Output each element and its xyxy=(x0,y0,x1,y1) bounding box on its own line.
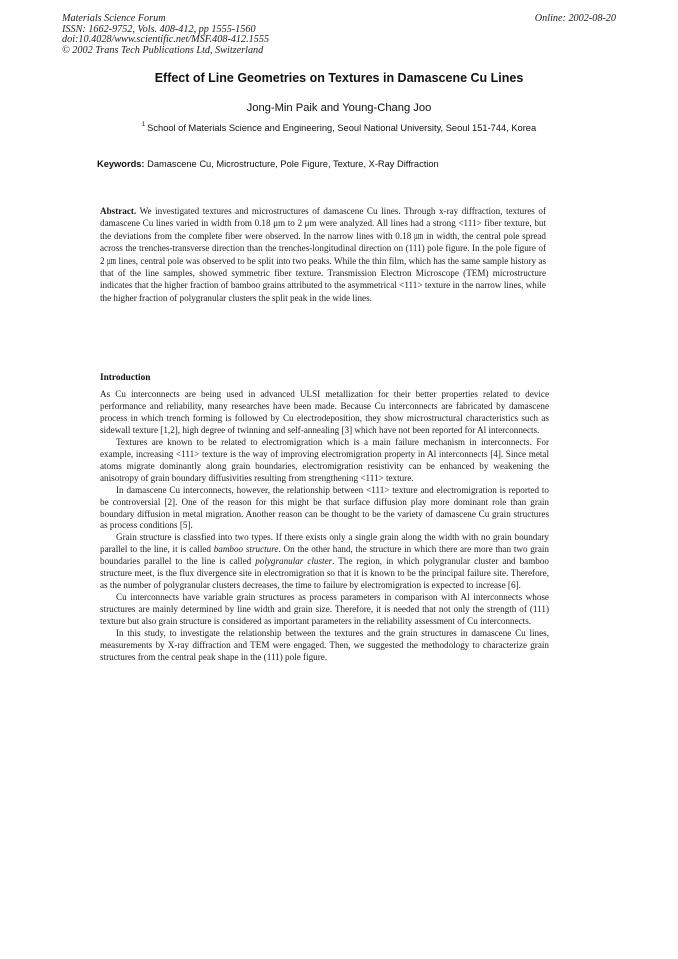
abstract-text: We investigated textures and microstructures of damascene Cu lines. Through x-ray diffraction, textures of damascene Cu lines varied in width from 0.18 μm to 2 μm were analyzed. All lines had a strong <111> fiber texture, but the deviations from the complete fiber were observed. In the narrow lines with 0.18 ㎛ in width, the central pole spread across the trenches-transverse direction than the trenches-longitudinal direction on (111) pole figure. In the pole figure of 2 ㎛ lines, central pole was observed to be split into two peaks. While the thin film, which has the same sample history as that of the line samples, showed symmetric fiber texture. Transmission Electron Microscope (TEM) microstructure indicates that the higher fraction of bamboo grains attributed to the asymmetrical <111> texture in the narrow lines, while the higher fraction of polygranular clusters the split peak in the wide lines. xyxy=(100,206,546,303)
keywords-label: Keywords: xyxy=(97,159,145,169)
intro-paragraph-6: In this study, to investigate the relationship between the textures and the grain structures in damascene Cu lines, measurements by X-ray diffraction and TEM were engaged. Then, we suggested the methodology to characterize grain structures from the central peak shape in the (111) pole figure. xyxy=(100,628,549,662)
keywords-text: Damascene Cu, Microstructure, Pole Figure, Texture, X-Ray Diffraction xyxy=(147,159,439,169)
introduction-heading: Introduction xyxy=(100,373,151,383)
intro-paragraph-1: As Cu interconnects are being used in advanced ULSI metallization for their better properties related to device performance and reliability, many researches have been made. Because Cu interconnects are fabricated by damascene process in which trench forming is followed by Cu electrodeposition, they show microstructural characteristics such as sidewall texture [1,2], high degree of twinning and self-annealing [3] which have not been reported for Al interconnects. xyxy=(100,389,549,435)
intro-p4-part-a: Grain structure is classfied into two types. If there exists only a single grain along the width with no grain boundary parallel to the line, it is called xyxy=(100,532,549,555)
authors: Jong-Min Paik and Young-Chang Joo xyxy=(246,102,432,114)
keywords xyxy=(97,159,439,169)
copyright-line: © 2002 Trans Tech Publications Ltd, Switzerland xyxy=(62,44,264,56)
term-bamboo-structure: bamboo structure xyxy=(213,544,279,555)
term-polygranular-cluster: polygranular cluster xyxy=(255,556,333,567)
intro-paragraph-4 xyxy=(100,532,549,592)
affiliation-marker: 1 xyxy=(141,122,146,128)
journal-header xyxy=(62,14,269,56)
intro-paragraph-2: Textures are known to be related to electromigration which is a main failure mechanism in interconnects. For example, increasing <111> texture is the way of improving electromigration property in Al interconnects [4]. Since metal atoms migrate dominantly along grain boundaries, electromigration resistivity can be enhanced by weakening the anisotropy of grain boundary diffusivities resulting from strengthening <111> texture. xyxy=(100,436,549,483)
affiliation xyxy=(0,123,678,133)
abstract-label: Abstract. xyxy=(100,206,137,216)
abstract xyxy=(100,205,546,304)
intro-p4-part-b: . On the other hand, the structure in which there are more than two grain boundaries parallel to the line is called xyxy=(100,544,549,567)
paper-title: Effect of Line Geometries on Textures in Damascene Cu Lines xyxy=(154,71,524,85)
intro-paragraph-5: Cu interconnects have variable grain structures as process parameters in comparison with Al interconnects whose structures are mainly determined by line width and grain size. Therefore, it is needed that not only the strength of (111) texture but also grain structure is considered as important parameters in the reliability assessment of Cu interconnects. xyxy=(100,592,549,627)
intro-paragraph-3: In damascene Cu interconnects, however, the relationship between <111> texture and electromigration is reported to be controversial [2]. One of the reason for this might be that surface diffusion play more dominant role than grain boundary diffusion in metal migration. Another reason can be thought to be the variety of damascene Cu grain structures as process conditions [5]. xyxy=(100,484,549,531)
online-date: Online: 2002-08-20 xyxy=(534,13,616,24)
journal-name: Materials Science Forum xyxy=(62,13,166,24)
affiliation-text: School of Materials Science and Engineering, Seoul National University, Seoul 151-744, Korea xyxy=(147,123,537,133)
issn-line: ISSN: 1662-9752, Vols. 408-412, pp 1555-1560 xyxy=(62,23,256,35)
intro-p4-part-c: . The region, in which polygranular cluster and bamboo structure meet, is the flux divergence site in electromigration so that it is known to be the principal failure site. Therefore, as the number of polygranular clusters decreases, the time to failure by electromigration is expected to increase [6]. xyxy=(100,556,549,591)
introduction-body xyxy=(100,389,549,664)
doi-line: doi:10.4028/www.scientific.net/MSF.408-412.1555 xyxy=(62,34,270,45)
